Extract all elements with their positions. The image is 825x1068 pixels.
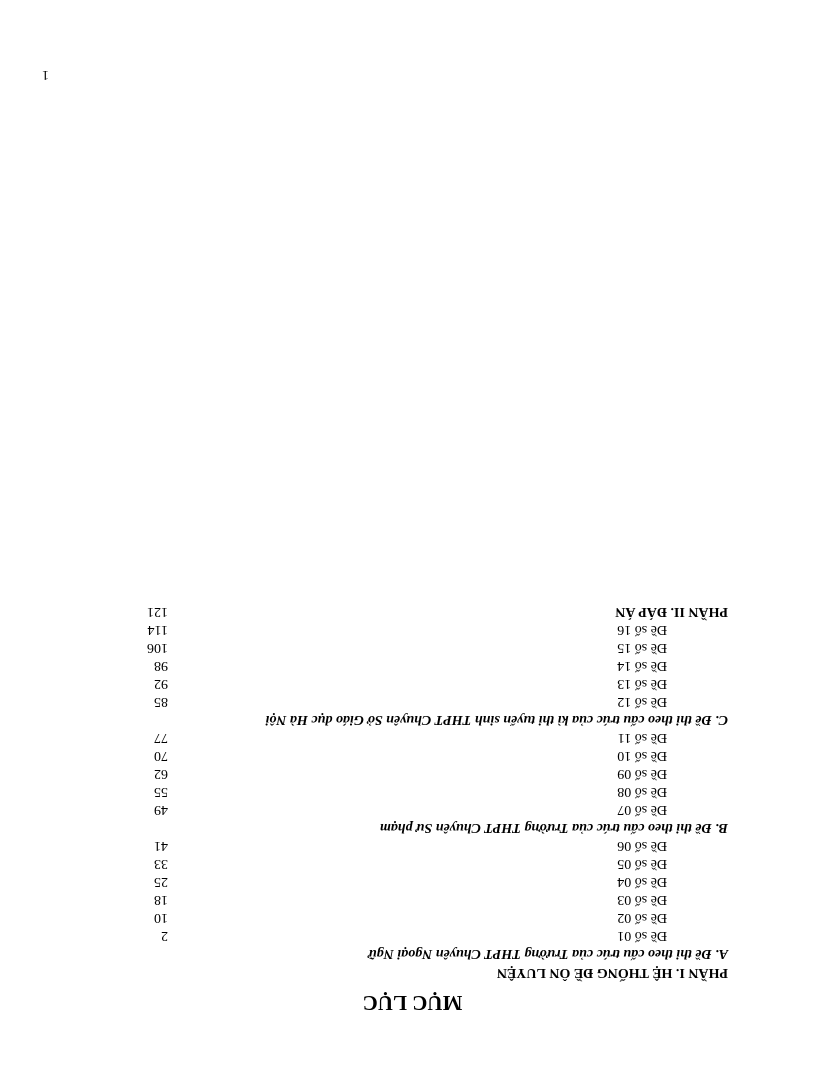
toc-page-04: 25 — [154, 874, 168, 889]
toc-entry-09: Đề số 09 — [617, 766, 667, 781]
toc-page-16: 114 — [147, 622, 168, 637]
toc-entry-13: Đề số 13 — [617, 676, 667, 691]
toc-entry-04: Đề số 04 — [617, 874, 667, 889]
part-2-page: 121 — [147, 604, 168, 619]
toc-page-02: 10 — [154, 910, 168, 925]
section-c-heading: C. Đề thi theo cấu trúc của kì thi tuyển sinh THPT Chuyên Sở Giáo dục Hà Nội — [265, 712, 728, 727]
toc-page-09: 62 — [154, 766, 168, 781]
toc-entry-05: Đề số 05 — [617, 856, 667, 871]
part-1-heading: PHẦN I. HỆ THỐNG ĐỀ ÔN LUYỆN — [496, 965, 728, 980]
toc-page-03: 18 — [154, 892, 168, 907]
toc-entry-02: Đề số 02 — [617, 910, 667, 925]
toc-entry-07: Đề số 07 — [617, 802, 667, 817]
toc-page-05: 33 — [154, 856, 168, 871]
section-b-heading: B. Đề thi theo cấu trúc của Trường THPT Chuyên Sư phạm — [379, 820, 728, 835]
toc-page-10: 70 — [154, 748, 168, 763]
toc-page-12: 85 — [154, 694, 168, 709]
toc-page-08: 55 — [154, 784, 168, 799]
toc-page-11: 77 — [154, 730, 168, 745]
toc-entry-06: Đề số 06 — [617, 838, 667, 853]
toc-page-13: 92 — [154, 676, 168, 691]
toc-entry-08: Đề số 08 — [617, 784, 667, 799]
part-2-heading: PHẦN II. ĐÁP ÁN — [615, 604, 728, 619]
page-number: 1 — [42, 67, 49, 82]
toc-entry-10: Đề số 10 — [617, 748, 667, 763]
toc-entry-15: Đề số 15 — [617, 640, 667, 655]
toc-page-01: 2 — [161, 928, 168, 943]
section-a-heading: A. Đề thi theo cấu trúc của Trường THPT Chuyên Ngoại Ngữ — [368, 946, 728, 961]
toc-entry-03: Đề số 03 — [617, 892, 667, 907]
toc-entry-16: Đề số 16 — [617, 622, 667, 637]
toc-page-07: 49 — [154, 802, 168, 817]
toc-entry-01: Đề số 01 — [617, 928, 667, 943]
toc-title: MỤC LỤC — [362, 991, 463, 1015]
toc-page-06: 41 — [154, 838, 168, 853]
toc-entry-11: Đề số 11 — [617, 730, 667, 745]
toc-entry-14: Đề số 14 — [617, 658, 667, 673]
toc-page-14: 98 — [154, 658, 168, 673]
toc-page-15: 106 — [147, 640, 168, 655]
toc-entry-12: Đề số 12 — [617, 694, 667, 709]
